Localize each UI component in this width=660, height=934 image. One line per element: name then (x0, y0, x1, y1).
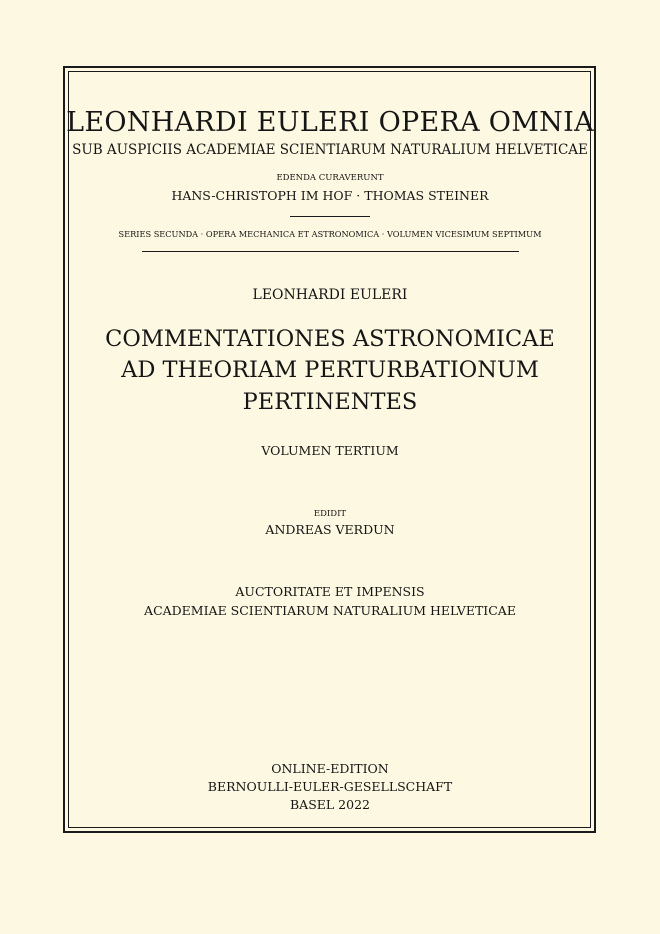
series-info: SERIES SECUNDA · OPERA MECHANICA ET ASTRONOMICA · VOLUMEN VICESIMUM SEPTIMUM (118, 229, 542, 239)
edidit-label: EDIDIT (313, 509, 347, 519)
imprint-line-3: BASEL 2022 (290, 797, 370, 812)
auctoritate-line-2: ACADEMIAE SCIENTIARUM NATURALIUM HELVETICAE (144, 603, 516, 618)
edenda-label: EDENDA CURAVERUNT (276, 173, 384, 183)
volume-editor: ANDREAS VERDUN (265, 522, 395, 537)
series-editors: HANS-CHRISTOPH IM HOF · THOMAS STEINER (171, 188, 489, 203)
book-title-line-1: COMMENTATIONES ASTRONOMICAE (105, 326, 555, 352)
author-name: LEONHARDI EULERI (252, 287, 408, 303)
auctoritate-line-1: AUCTORITATE ET IMPENSIS (235, 584, 425, 599)
book-title-line-3: PERTINENTES (242, 389, 418, 415)
series-subtitle: SUB AUSPICIIS ACADEMIAE SCIENTIARUM NATURALIUM HELVETICAE (72, 142, 588, 158)
book-title-line-2: AD THEORIAM PERTURBATIONUM (121, 357, 539, 383)
imprint-line-1: ONLINE-EDITION (271, 761, 389, 776)
long-divider (142, 251, 519, 252)
volume-label: VOLUMEN TERTIUM (261, 443, 399, 458)
series-title: LEONHARDI EULERI OPERA OMNIA (66, 107, 594, 138)
imprint-line-2: BERNOULLI-EULER-GESELLSCHAFT (207, 779, 453, 794)
short-divider (290, 216, 370, 217)
